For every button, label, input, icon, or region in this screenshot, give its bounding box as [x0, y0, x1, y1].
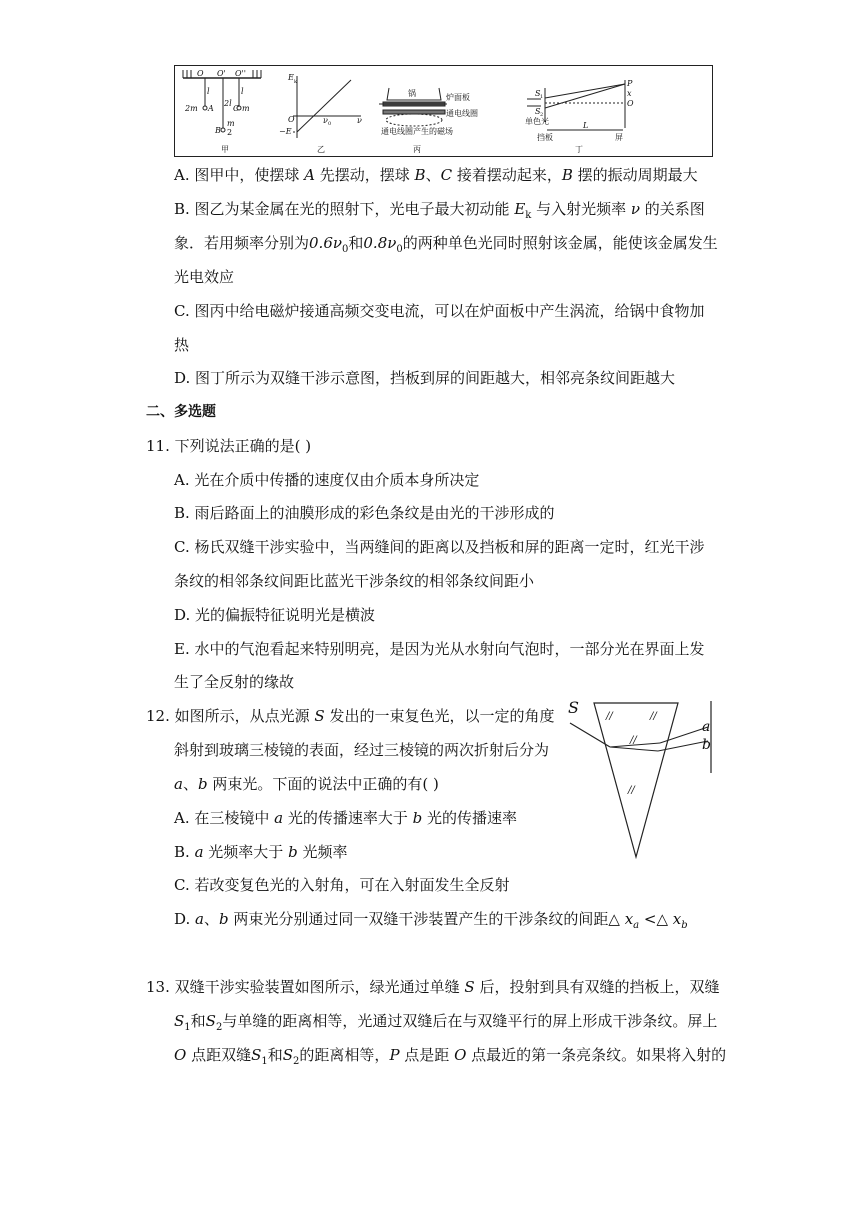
text: 光的传播速率大于	[283, 809, 413, 827]
bing-plate: 炉面板	[446, 93, 470, 102]
var: S	[464, 978, 475, 996]
ding-screen: 屏	[615, 133, 623, 142]
text: 光频率大于	[203, 843, 289, 861]
subscript: k	[525, 210, 532, 221]
q10-option-c-line1: C. 图丙中给电磁炉接通高频交变电流，可以在炉面板中产生涡流，给锅中食物加	[174, 302, 705, 320]
q11-stem: 11. 下列说法正确的是( )	[146, 437, 312, 455]
q12-option-c: C. 若改变复色光的入射角，可在入射面发生全反射	[174, 876, 510, 894]
text: 13. 双缝干涉实验装置如图所示，绿光通过单缝	[146, 978, 465, 996]
jia-c: C	[233, 104, 240, 113]
q11-option-b: B. 雨后路面上的油膜形成的彩色条纹是由光的干涉形成的	[174, 504, 555, 522]
q11-option-e-line1: E. 水中的气泡看起来特别明亮，是因为光从水射向气泡时，一部分光在界面上发	[174, 640, 705, 658]
text: 两束光。下面的说法中正确的有( )	[207, 775, 439, 793]
subscript: 1	[261, 1056, 268, 1067]
prism-drawing	[566, 697, 726, 862]
text: 、	[203, 910, 219, 928]
q12-stem-line1	[146, 706, 554, 726]
text: 12. 如图所示，从点光源	[146, 707, 315, 725]
text: 与入射光频率	[531, 200, 631, 218]
text: 的两种单色光同时照射该金属，能使该金属发生	[402, 234, 718, 252]
var: a	[174, 775, 183, 793]
q13-line2	[174, 1011, 717, 1038]
yi-nu0-sub: 0	[328, 121, 332, 127]
q11-option-a: A. 光在介质中传播的速度仅由介质本身所决定	[174, 471, 480, 489]
q11-option-c-line1: C. 杨氏双缝干涉实验中，当两缝间的距离以及挡板和屏的距离一定时，红光干涉	[174, 538, 705, 556]
subscript: 2	[215, 1022, 223, 1033]
text: 光频率	[297, 843, 348, 861]
jia-2l: 2l	[224, 99, 232, 108]
yi-nu: ν	[357, 116, 362, 125]
caption-ding: 丁	[575, 145, 583, 154]
var: S	[314, 707, 325, 725]
jia-m3-den: 2	[227, 128, 233, 137]
var: S	[174, 1012, 185, 1030]
ding-L: L	[583, 121, 589, 130]
text: 和	[348, 234, 364, 252]
hatch-mark: //	[630, 735, 637, 746]
q10-option-c-line2: 热	[174, 336, 190, 354]
ding-x: x	[627, 89, 632, 98]
jia-a: A	[208, 104, 214, 113]
var: b	[197, 775, 208, 793]
yi-ek-sub: k	[294, 79, 298, 85]
text: 两束光分别通过同一双缝干涉装置产生的干涉条纹的间距△	[228, 910, 625, 928]
q11-option-e-line2: 生了全反射的缘故	[174, 673, 295, 691]
q10-option-b-line2	[174, 233, 718, 260]
hatch-mark: //	[628, 785, 635, 796]
q12-stem-line3	[174, 774, 439, 794]
var: B	[561, 166, 573, 184]
hatch-mark: //	[606, 711, 613, 722]
text: A. 图甲中，使摆球	[174, 166, 305, 184]
jia-o2: O'	[217, 69, 226, 78]
ray-inside-b	[610, 747, 658, 751]
var: P	[389, 1046, 400, 1064]
q12-option-b	[174, 842, 347, 862]
q10-option-b-line3: 光电效应	[174, 268, 235, 286]
ding-s2: S	[535, 107, 541, 116]
subscript: 0	[342, 244, 349, 255]
var: a	[274, 809, 284, 827]
var: x	[624, 910, 634, 928]
bing-field: 通电线圈产生的磁场	[381, 127, 453, 136]
bing-coil: 通电线圈	[446, 109, 478, 118]
jia-b: B	[215, 126, 221, 135]
var: A	[304, 166, 315, 184]
caption-jia: 甲	[221, 145, 229, 154]
text: B. 图乙为某金属在光的照射下，光电子最大初动能	[174, 200, 515, 218]
prism-figure	[566, 697, 726, 862]
caption-yi: 乙	[317, 145, 325, 154]
text: <△	[639, 910, 673, 928]
label-a: a	[702, 719, 711, 735]
bing-pot: 锅	[408, 89, 416, 98]
panel-jia	[183, 70, 261, 132]
subscript: a	[633, 920, 640, 931]
q10-option-a	[174, 165, 698, 185]
jia-l1: l	[207, 87, 210, 96]
hatch-mark: //	[650, 711, 657, 722]
yi-ek: E	[288, 73, 294, 82]
section-title: 二、多选题	[146, 404, 216, 420]
var: b	[219, 910, 229, 928]
text: 接着摆动起来，	[452, 166, 562, 184]
text: B.	[174, 843, 195, 861]
yi-o: O	[288, 115, 295, 124]
q13-line1	[146, 977, 719, 997]
subscript: 1	[184, 1022, 191, 1033]
text: 和	[267, 1046, 283, 1064]
text: 象．若用频率分别为	[174, 234, 310, 252]
var: O	[174, 1046, 187, 1064]
q12-option-d	[174, 909, 688, 936]
text: 和	[190, 1012, 206, 1030]
subscript: b	[681, 920, 688, 931]
jia-m: m	[242, 104, 250, 113]
ding-s1-sub: 1	[540, 94, 544, 100]
text: 发出的一束复色光，以一定的角度	[324, 707, 555, 725]
label-b: b	[702, 737, 711, 753]
figure-panels	[174, 65, 713, 157]
label-s: S	[568, 698, 579, 717]
text: D.	[174, 910, 196, 928]
text: 点距双缝	[186, 1046, 252, 1064]
text: 后，投射到具有双缝的挡板上，双缝	[474, 978, 720, 996]
text: 、	[425, 166, 441, 184]
ding-p: P	[627, 79, 633, 88]
ray-out-b	[658, 741, 708, 751]
subscript: 0	[396, 244, 403, 255]
q12-option-a	[174, 808, 517, 828]
text: 的距离相等，	[299, 1046, 390, 1064]
var: 0.8ν	[363, 234, 397, 252]
caption-bing: 丙	[413, 145, 421, 154]
yi-nu0: ν	[323, 116, 328, 125]
text: 的关系图	[640, 200, 705, 218]
subscript: 2	[293, 1056, 300, 1067]
var: a	[195, 910, 204, 928]
q12-stem-line2: 斜射到玻璃三棱镜的表面，经过三棱镜的两次折射后分为	[174, 741, 550, 759]
yi-neg-e: −E	[279, 127, 292, 136]
var: b	[288, 843, 298, 861]
var: S	[251, 1046, 262, 1064]
panel-yi	[293, 76, 361, 138]
q11-option-d: D. 光的偏振特征说明光是横波	[174, 606, 376, 624]
text: 先摆动，摆球	[314, 166, 415, 184]
var: E	[514, 200, 526, 218]
ding-s2-sub: 2	[540, 112, 544, 118]
q10-option-d: D. 图丁所示为双缝干涉示意图，挡板到屏的间距越大，相邻亮条纹间距越大	[174, 369, 676, 387]
ray-out-a	[660, 727, 708, 743]
text: 摆的振动周期最大	[572, 166, 698, 184]
var: S	[282, 1046, 294, 1064]
var: b	[412, 809, 423, 827]
ding-light: 单色光	[525, 117, 549, 126]
prism-triangle	[594, 703, 678, 857]
text: A. 在三棱镜中	[174, 809, 275, 827]
ding-o: O	[627, 99, 634, 108]
text: 与单缝的距离相等，光通过双缝后在与双缝平行的屏上形成干涉条纹。屏上	[222, 1012, 718, 1030]
q10-option-b-line1	[174, 199, 705, 226]
var: S	[205, 1012, 216, 1030]
jia-m3: m	[227, 119, 235, 128]
text: 光的传播速率	[422, 809, 518, 827]
text: 点是距	[399, 1046, 455, 1064]
ding-baffle: 挡板	[537, 133, 553, 142]
var: ν	[630, 200, 641, 218]
var: O	[454, 1046, 467, 1064]
var: 0.6ν	[309, 234, 342, 252]
var: C	[440, 166, 453, 184]
jia-o3: O''	[235, 69, 246, 78]
jia-l3: l	[241, 87, 244, 96]
incident-ray	[570, 723, 610, 747]
figure-drawing	[175, 66, 714, 158]
ding-s1: S	[535, 89, 541, 98]
text: 、	[182, 775, 198, 793]
var: x	[672, 910, 682, 928]
q13-line3	[174, 1045, 726, 1072]
q11-option-c-line2: 条纹的相邻条纹间距比蓝光干涉条纹的相邻条纹间距小	[174, 572, 535, 590]
jia-2m: 2m	[185, 104, 198, 113]
var: B	[414, 166, 426, 184]
var: a	[194, 843, 204, 861]
text: 点最近的第一条亮条纹。如果将入射的	[466, 1046, 727, 1064]
jia-o1: O	[197, 69, 204, 78]
